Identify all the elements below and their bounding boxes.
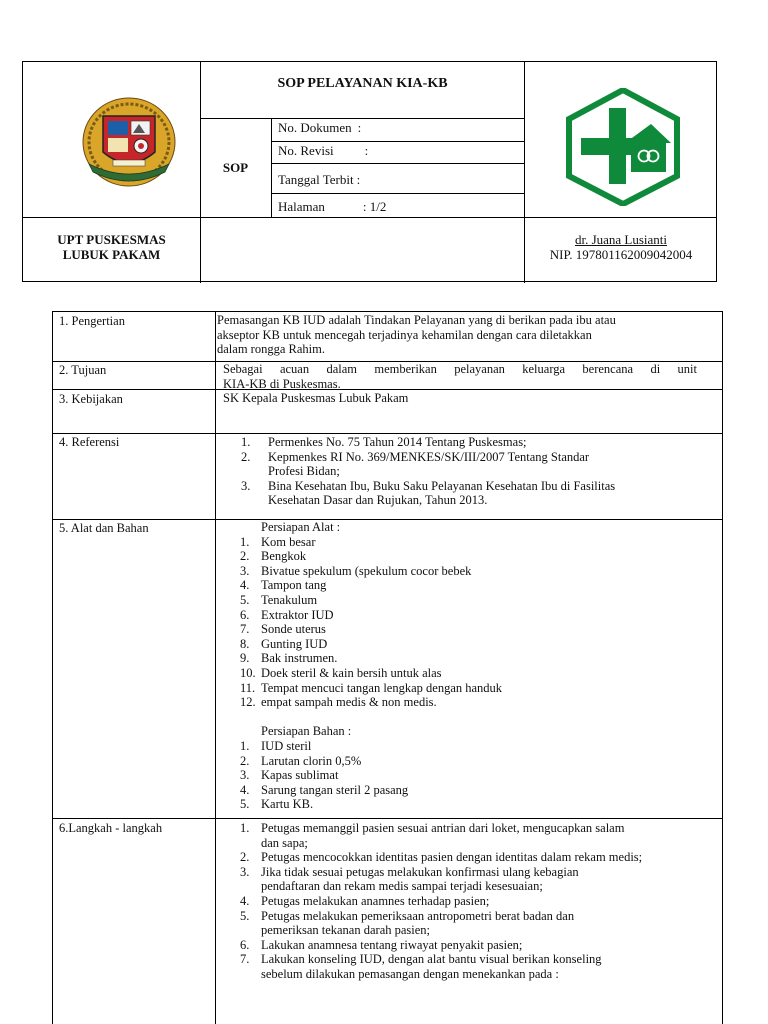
regency-seal-logo bbox=[79, 94, 179, 190]
list-item bbox=[240, 549, 710, 564]
text-line: akseptor KB untuk mencegah terjadinya kehamilan dengan cara diletakkan bbox=[217, 327, 592, 342]
list-item bbox=[240, 608, 710, 623]
sop-label: SOP bbox=[222, 160, 249, 175]
procedure-table bbox=[52, 311, 723, 1024]
organization-name bbox=[23, 232, 200, 262]
list-item bbox=[240, 754, 710, 769]
list-item bbox=[240, 797, 710, 812]
langkah-list bbox=[240, 821, 720, 982]
list-item bbox=[240, 821, 720, 850]
field-separator: : bbox=[362, 199, 367, 214]
list-item bbox=[240, 593, 710, 608]
list-item bbox=[240, 938, 720, 953]
list-number: 1. bbox=[240, 738, 250, 753]
text-line: Lakukan konseling IUD, dengan alat bantu visual berikan konseling bbox=[261, 952, 602, 967]
field-separator: : bbox=[364, 143, 369, 158]
field-label: Tanggal Terbit bbox=[278, 172, 354, 187]
list-item-text: Sarung tangan steril 2 pasang bbox=[261, 782, 409, 797]
list-number: 12. bbox=[240, 695, 256, 710]
section-label-kebijakan: 3. Kebijakan bbox=[59, 392, 123, 406]
list-item-text: Tenakulum bbox=[261, 592, 318, 607]
text-line: Kesehatan Dasar dan Rujukan, Tahun 2013. bbox=[268, 493, 488, 508]
list-number: 8. bbox=[240, 636, 250, 651]
text-line: Sebagai acuan dalam memberikan pelayanan keluarga berencana di unit bbox=[223, 362, 697, 376]
list-number: 11. bbox=[240, 680, 256, 695]
list-item bbox=[240, 622, 710, 637]
puskesmas-logo bbox=[565, 88, 681, 206]
kebijakan-text: SK Kepala Puskesmas Lubuk Pakam bbox=[223, 391, 409, 405]
alat-bahan-content bbox=[240, 520, 710, 812]
list-item bbox=[240, 952, 720, 981]
tujuan-text bbox=[223, 362, 697, 391]
text-line: Profesi Bidan; bbox=[268, 464, 340, 479]
text-line: dan sapa; bbox=[261, 835, 308, 850]
text-line: pemeriksan tekanan darah pasien; bbox=[261, 923, 431, 938]
organization-line-1: UPT PUSKESMAS bbox=[57, 232, 166, 247]
list-item bbox=[240, 909, 720, 938]
referensi-list bbox=[241, 435, 711, 508]
list-number: 5. bbox=[240, 592, 250, 607]
list-item-text: Kapas sublimat bbox=[261, 768, 339, 783]
list-number: 4. bbox=[240, 893, 250, 908]
field-separator: : bbox=[357, 120, 362, 135]
list-item-text: Tempat mencuci tangan lengkap dengan handuk bbox=[261, 680, 503, 695]
list-item-text: Kom besar bbox=[261, 534, 316, 549]
list-item bbox=[240, 850, 720, 865]
text-line: Petugas melakukan anamnes terhadap pasien; bbox=[261, 893, 490, 908]
list-number: 4. bbox=[240, 578, 250, 593]
list-item-text: Bengkok bbox=[261, 549, 307, 564]
list-number: 1. bbox=[241, 435, 251, 449]
text-line: Bina Kesehatan Ibu, Buku Saku Pelayanan Kesehatan Ibu di Fasilitas bbox=[268, 478, 616, 493]
list-number: 1. bbox=[240, 821, 250, 835]
field-label: Halaman bbox=[278, 199, 325, 214]
text-line: Lakukan anamnesa tentang riwayat penyakit pasien; bbox=[261, 937, 523, 952]
text-line: KIA-KB di Puskesmas. bbox=[223, 376, 341, 391]
list-item-text: Bivatue spekulum (spekulum cocor bebek bbox=[261, 563, 472, 578]
list-number: 7. bbox=[240, 952, 250, 967]
section-label-pengertian: 1. Pengertian bbox=[59, 314, 125, 328]
list-number: 3. bbox=[240, 864, 250, 879]
text-line: Pemasangan KB IUD adalah Tindakan Pelayanan yang di berikan pada ibu atau bbox=[217, 313, 616, 327]
list-item-text: Larutan clorin 0,5% bbox=[261, 753, 362, 768]
list-number: 4. bbox=[240, 782, 250, 797]
field-halaman bbox=[278, 199, 518, 215]
list-item-text: Kartu KB. bbox=[261, 797, 314, 812]
list-item-text: Extraktor IUD bbox=[261, 607, 334, 622]
list-number: 10. bbox=[240, 665, 256, 680]
list-item-text: Bak instrumen. bbox=[261, 651, 338, 666]
signer-block bbox=[524, 232, 718, 262]
list-item bbox=[241, 479, 711, 508]
list-number: 3. bbox=[240, 563, 250, 578]
alat-list bbox=[240, 535, 710, 710]
list-number: 2. bbox=[240, 753, 250, 768]
list-item-text: IUD steril bbox=[261, 738, 312, 753]
text-line: Petugas mencocokkan identitas pasien dengan identitas dalam rekam medis; bbox=[261, 850, 643, 865]
field-label: No. Dokumen bbox=[278, 120, 352, 135]
list-number: 2. bbox=[240, 549, 250, 564]
list-item-text: Tampon tang bbox=[261, 578, 327, 593]
text-line: Kepmenkes RI No. 369/MENKES/SK/III/2007 Tentang Standar bbox=[268, 449, 590, 464]
header-table bbox=[22, 61, 717, 282]
signer-name: dr. Juana Lusianti bbox=[574, 232, 668, 247]
list-item bbox=[240, 666, 710, 681]
list-item bbox=[240, 768, 710, 783]
list-number: 3. bbox=[240, 768, 250, 783]
list-item-text: empat sampah medis & non medis. bbox=[261, 695, 437, 710]
field-separator: : bbox=[356, 172, 361, 187]
field-no-revisi bbox=[278, 143, 518, 159]
text-line: dalam rongga Rahim. bbox=[217, 342, 325, 357]
list-number: 6. bbox=[240, 607, 250, 622]
list-item bbox=[240, 535, 710, 550]
field-tanggal-terbit bbox=[278, 172, 518, 188]
text-line: Jika tidak sesuai petugas melakukan konfirmasi ulang kebagian bbox=[261, 864, 579, 879]
list-number: 5. bbox=[240, 797, 250, 812]
section-label-referensi: 4. Referensi bbox=[59, 435, 120, 449]
list-item-text: Doek steril & kain bersih untuk alas bbox=[261, 665, 442, 680]
list-item-text: Gunting IUD bbox=[261, 636, 328, 651]
list-number: 7. bbox=[240, 622, 250, 637]
list-number: 2. bbox=[240, 850, 250, 865]
text-line: Petugas melakukan pemeriksaan antropometri berat badan dan bbox=[261, 908, 575, 923]
text-line: pendaftaran dan rekam medis sampai terjadi kesesuaian; bbox=[261, 879, 543, 894]
list-item bbox=[240, 564, 710, 579]
list-item bbox=[240, 865, 720, 894]
signer-nip: NIP. 197801162009042004 bbox=[549, 247, 693, 262]
section-label-langkah: 6.Langkah - langkah bbox=[59, 821, 163, 835]
text-line: Permenkes No. 75 Tahun 2014 Tentang Puskesmas; bbox=[268, 435, 527, 449]
alat-heading: Persiapan Alat : bbox=[261, 520, 341, 534]
list-number: 9. bbox=[240, 651, 250, 666]
bahan-heading: Persiapan Bahan : bbox=[261, 724, 352, 739]
organization-line-2: LUBUK PAKAM bbox=[62, 247, 161, 262]
bahan-list bbox=[240, 739, 710, 812]
list-item bbox=[240, 681, 710, 696]
pengertian-text bbox=[217, 313, 717, 357]
field-value: 1/2 bbox=[369, 199, 387, 214]
text-line: Petugas memanggil pasien sesuai antrian dari loket, mengucapkan salam bbox=[261, 821, 625, 835]
list-item bbox=[240, 739, 710, 754]
list-number: 1. bbox=[240, 534, 250, 549]
list-number: 2. bbox=[241, 449, 251, 464]
list-item bbox=[240, 695, 710, 710]
list-item bbox=[240, 894, 720, 909]
list-item bbox=[240, 783, 710, 798]
list-number: 3. bbox=[241, 478, 251, 493]
list-item bbox=[240, 637, 710, 652]
field-label: No. Revisi bbox=[278, 143, 334, 158]
list-item bbox=[241, 450, 711, 479]
section-label-tujuan: 2. Tujuan bbox=[59, 363, 107, 377]
list-number: 6. bbox=[240, 937, 250, 952]
list-item bbox=[241, 435, 711, 450]
field-no-dokumen bbox=[278, 120, 518, 136]
section-label-alat-bahan: 5. Alat dan Bahan bbox=[59, 521, 149, 535]
list-number: 5. bbox=[240, 908, 250, 923]
document-title: SOP PELAYANAN KIA-KB bbox=[277, 76, 448, 91]
text-line: sebelum dilakukan pemasangan dengan menekankan pada : bbox=[261, 966, 559, 981]
list-item bbox=[240, 578, 710, 593]
list-item bbox=[240, 651, 710, 666]
list-item-text: Sonde uterus bbox=[261, 622, 326, 637]
